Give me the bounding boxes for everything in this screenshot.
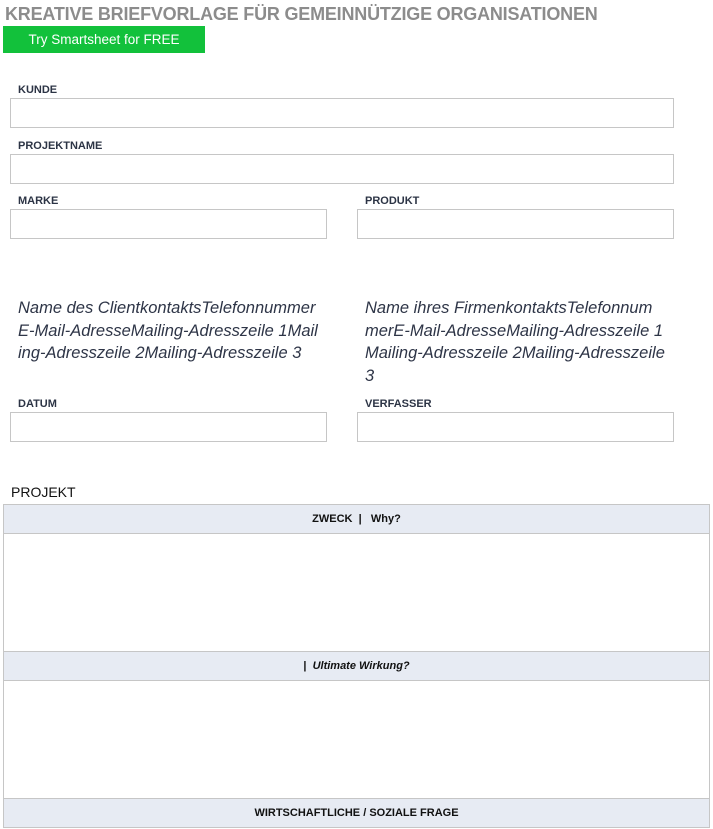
marke-field[interactable] (10, 209, 327, 239)
frage-label: WIRTSCHAFTLICHE / SOZIALE FRAGE (254, 807, 459, 819)
zweck-hint: Why? (370, 513, 401, 525)
company-contact-block: Name ihres FirmenkontaktsTelefonnummerE-Mail-AdresseMailing-Adresszeile 1Mailing-Adresszeile 2Mailing-Adresszeile 3 (365, 299, 665, 385)
wirkung-input[interactable] (4, 681, 709, 798)
client-contact-block: Name des ClientkontaktsTelefonnummerE-Mail-AdresseMailing-Adresszeile 1Mailing-Adresszeile 2Mailing-Adresszeile 3 (18, 299, 318, 362)
wirkung-hint: Ultimate Wirkung? (312, 660, 410, 672)
zweck-label: ZWECK (312, 513, 353, 525)
frage-header (4, 798, 709, 827)
kunde-field[interactable] (10, 98, 674, 128)
projektname-label: PROJEKTNAME (18, 140, 103, 152)
zweck-separator: | (358, 513, 362, 525)
zweck-header (4, 505, 709, 534)
wirkung-header (4, 651, 709, 681)
produkt-label: PRODUKT (365, 195, 420, 207)
projekt-section-title: PROJEKT (11, 484, 76, 500)
zweck-table (3, 504, 710, 828)
zweck-input[interactable] (4, 534, 709, 651)
wirkung-separator: | (303, 660, 307, 672)
projektname-field[interactable] (10, 154, 674, 184)
datum-field[interactable] (10, 412, 327, 442)
try-smartsheet-button[interactable]: Try Smartsheet for FREE (3, 26, 205, 53)
page-title: KREATIVE BRIEFVORLAGE FÜR GEMEINNÜTZIGE ORGANISATIONEN (5, 4, 598, 24)
verfasser-label: VERFASSER (365, 398, 432, 410)
produkt-field[interactable] (357, 209, 674, 239)
kunde-label: KUNDE (18, 84, 58, 96)
marke-label: MARKE (18, 195, 59, 207)
datum-label: DATUM (18, 398, 57, 410)
verfasser-field[interactable] (357, 412, 674, 442)
